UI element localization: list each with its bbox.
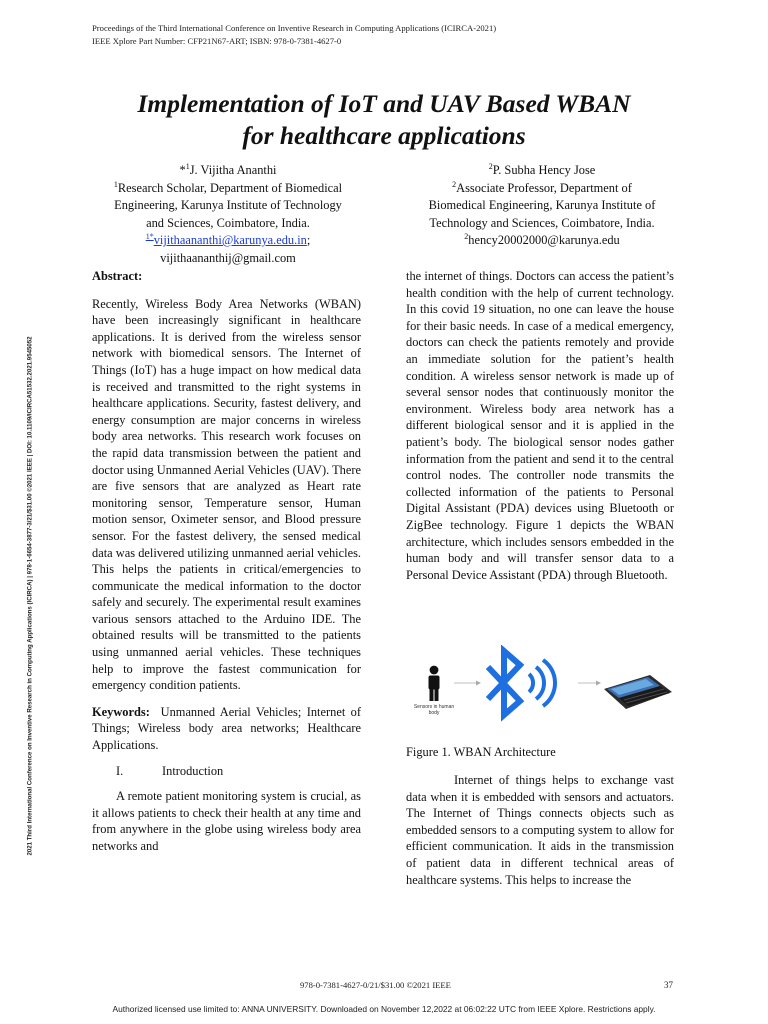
section-1-heading — [92, 763, 361, 780]
figure-wban-architecture — [406, 645, 674, 725]
arrow-icon — [578, 681, 601, 686]
abstract-text: Recently, Wireless Body Area Networks (WBAN) have been increasingly significant in healthcare applications. It is derived from the wireless sensor network with biomedical sensors. The Internet of Things (IoT) has a huge impact on how medical data is received and transmitted to the right systems in healthcare applications. Security, fastest delivery, and energy consumption are major concerns in wireless body area networks. This research work focuses on the rapid data transmission between the patient and doctor using Unmanned Aerial Vehicles (UAV). There are five sensors that are analyzed as Heart rate monitoring sensor, Temperature sensor, Human motion sensor, Oximeter sensor, and Blood pressure sensor. For the fastest delivery, the sensed medical data was delivered utilizing unmanned aerial vehicles. This helps the patients in critical/emergencies to communicate the medical information to the doctor safely and securely. The experimental result examines various sensors attached to the Arduino IDE. The obtained results will be transmitted to the patients using unmanned aerial vehicles. These techniques help to improve the fastest communication for emergency condition patients. — [92, 296, 361, 693]
keywords-text: Unmanned Aerial Vehicles; Internet of Things; Wireless body area networks; Healthcare Applications. — [92, 704, 361, 753]
figure-caption: Figure 1. WBAN Architecture — [406, 745, 556, 759]
side-banner-text: 2021 Third International Conference on Inventive Research in Computing Applications (ICIRCA) | 978-1-6654-3877-3/21/$31.00 ©2021 IEEE | DOI: 10.1109/ICIRCA51532.2021.9545052 — [26, 336, 34, 856]
iot-paragraph: Internet of things helps to exchange vast data when it is embedded with sensors and actuators. The Internet of Things connects objects such as embedded sensors to a computing system to allow for efficient communication. It aids in the transmission of patient data in different technical areas of healthcare systems. This helps to increase the — [406, 773, 674, 887]
keywords-label: Keywords: — [92, 704, 150, 719]
author-1-email-2: vijithaananthij@gmail.com — [160, 250, 296, 265]
author-block-2 — [400, 162, 684, 250]
author-2-affil-3: Technology and Sciences, Coimbatore, India. — [429, 215, 655, 230]
abstract-heading: Abstract: — [92, 269, 143, 283]
person-label-1: Sensors in human — [413, 704, 455, 710]
author-2-name: $^2$P. Subha Hency Jose — [488, 162, 596, 177]
author-2-affil-2: Biomedical Engineering, Karunya Institute of — [428, 198, 656, 212]
title-line-1: Implementation of IoT and UAV Based WBAN — [137, 89, 631, 118]
header-isbn: IEEE Xplore Part Number: CFP21N67-ART; ISBN: 978-0-7381-4627-0 — [92, 35, 342, 46]
figure-graphic — [406, 645, 674, 725]
paper-title — [60, 88, 708, 152]
author-1-affil-1: $^1$Research Scholar, Department of Biomedical — [113, 179, 343, 195]
title-line-2: for healthcare applications — [242, 121, 526, 150]
author-1-affil-2: Engineering, Karunya Institute of Technology — [114, 198, 342, 212]
intro-paragraph-1: A remote patient monitoring system is crucial, as it allows patients to check their health at any time and from anywhere in the globe using wireless body area networks and — [92, 789, 361, 853]
section-1-title: Introduction — [162, 763, 224, 778]
pda-device-icon — [604, 675, 672, 709]
author-1-name: *$^1$J. Vijitha Ananthi — [179, 162, 277, 177]
page-number: 37 — [664, 980, 673, 990]
person-icon — [429, 666, 440, 701]
arrow-icon — [454, 681, 481, 686]
author-2-affil-1: $^2$Associate Professor, Department of — [452, 179, 632, 195]
author-1-email-link[interactable]: vijithaananthi@karunya.edu.in — [153, 233, 307, 247]
right-column — [406, 268, 674, 583]
running-header — [92, 22, 496, 47]
person-label-2: body — [428, 710, 440, 716]
author-1-email: $^{1*}$vijithaananthi@karunya.edu.in; — [145, 232, 311, 247]
wireless-signal-icon — [529, 660, 555, 706]
section-1-number: I. — [116, 763, 124, 778]
author-block-1 — [86, 162, 370, 267]
author-1-affil-3: and Sciences, Coimbatore, India. — [146, 215, 310, 230]
right-column-continued — [406, 772, 674, 888]
footer-copyright: 978-0-7381-4627-0/21/$31.00 ©2021 IEEE — [300, 980, 451, 990]
keywords — [92, 704, 361, 754]
header-conference: Proceedings of the Third International Conference on Inventive Research in Computing Applications (ICIRCA-2021) — [92, 23, 497, 33]
license-notice: Authorized licensed use limited to: ANNA UNIVERSITY. Downloaded on November 12,2022 at 06:02:22 UTC from IEEE Xplore. Restrictions apply. — [112, 1004, 656, 1014]
left-column — [92, 268, 361, 855]
author-2-email: $^2$hency20002000@karunya.edu — [464, 232, 620, 247]
side-banner — [20, 228, 40, 964]
intro-paragraph-continued: the internet of things. Doctors can access the patient’s health condition with the help of current technology. In this covid 19 situation, no one can leave the house for their basic needs. In case of a medical emergency, doctors can check the patients remotely and provide an immediate solution for the patient’s health condition. A wireless sensor network is made up of several sensor nodes that continuously monitor the environment. Wireless body area network has a different biological sensor and it is applied in the patient’s body. The biological sensor nodes gather information from the patient and send it to the central control nodes. The controller node transmits the collected information of the patients to Personal Digital Assistant (PDA) devices using Bluetooth or ZigBee technology. Figure 1 depicts the WBAN architecture, which includes sensors embedded in the human body and will transfer sensor data to a Personal Device Assistant (PDA) through Bluetooth. — [406, 269, 674, 582]
bluetooth-icon — [488, 651, 520, 715]
